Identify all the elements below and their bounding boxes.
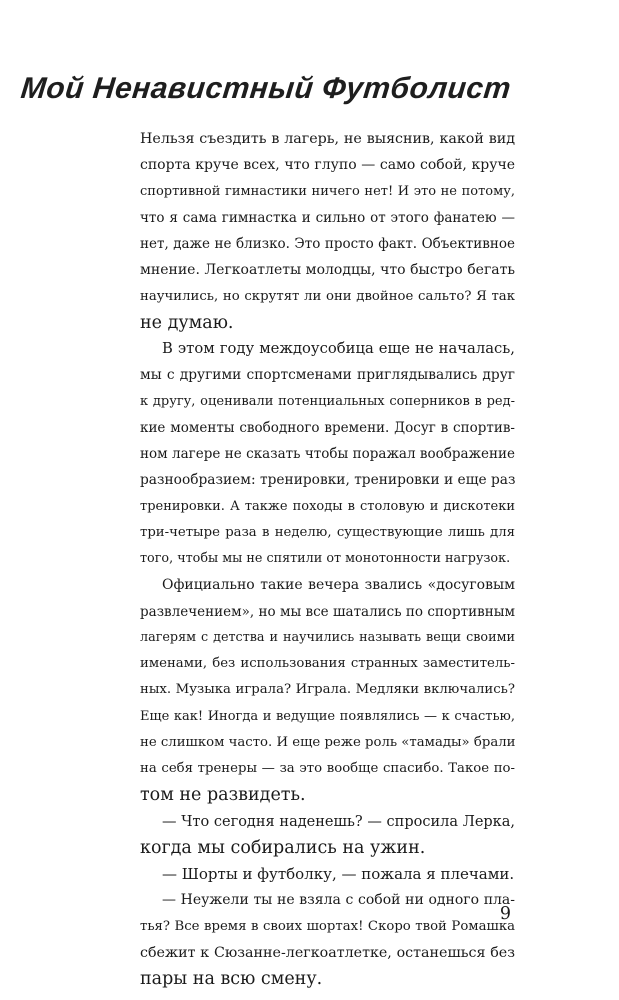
text-line: мнение. Легкоатлеты молодцы, что быстро бегать <box>140 262 515 279</box>
text-line: — Неужели ты не взяла с собой ни одного пла- <box>162 892 515 909</box>
text-line: к другу, оценивали потенциальных соперников в ред- <box>140 393 515 409</box>
text-line: ном лагере не сказать чтобы поражал воображение <box>140 446 515 462</box>
text-line: тья? Все время в своих шортах! Скоро твой Ромашка <box>140 918 515 934</box>
text-line: того, чтобы мы не спятили от монотонности нагрузок. <box>140 551 511 566</box>
text-line: не думаю. <box>140 312 234 333</box>
text-line: не слишком часто. И еще реже роль «тамады» брали <box>140 734 516 750</box>
text-line: именами, без использования странных заместитель- <box>140 656 515 671</box>
text-line: на себя тренеры — за это вообще спасибо. Такое по- <box>140 761 515 776</box>
text-line: спорта круче всех, что глупо — само собой, круче <box>140 157 515 174</box>
text-line: развлечением», но мы все шатались по спортивным <box>140 603 515 620</box>
text-line: Нельзя съездить в лагерь, не выяснив, какой вид <box>140 131 515 147</box>
text-line: три-четыре раза в неделю, существующие лишь для <box>140 524 515 540</box>
text-line: — Шорты и футболку, — пожала я плечами. <box>162 865 515 883</box>
text-line: спортивной гимнастики ничего нет! И это не потому, <box>140 183 515 199</box>
running-title: Мой Ненавистный Футболист <box>19 72 513 105</box>
text-line: кие моменты свободного времени. Досуг в спортив- <box>140 419 515 436</box>
text-line: В этом году междоусобица еще не началась, <box>162 340 515 357</box>
text-line: сбежит к Сюзанне-легкоатлетке, останешься без <box>140 944 515 961</box>
text-line: научились, но скрутят ли они двойное сальто? Я так <box>140 288 515 304</box>
text-line: пары на всю смену. <box>140 969 323 989</box>
text-line: тренировки. А также походы в столовую и дискотеки <box>140 498 515 514</box>
text-line: разнообразием: тренировки, тренировки и еще раз <box>140 472 516 489</box>
text-line: — Что сегодня наденешь? — спросила Лерка, <box>162 813 515 830</box>
text-line: Официально такие вечера звались «досуговым <box>162 577 515 594</box>
text-line: мы с другими спортсменами приглядывались друг <box>140 367 515 384</box>
text-line: что я сама гимнастка и сильно от этого фанатею — <box>140 209 515 226</box>
text-line: ных. Музыка играла? Играла. Медляки включались? <box>140 682 515 698</box>
text-line: нет, даже не близко. Это просто факт. Объективное <box>140 236 515 252</box>
body-text <box>140 126 515 992</box>
text-line: лагерям с детства и научились называть вещи своими <box>140 629 515 645</box>
page-number: 9 <box>499 904 511 924</box>
text-line: когда мы собирались на ужин. <box>140 837 426 858</box>
text-line: том не развидеть. <box>140 785 306 806</box>
text-line: Еще как! Иногда и ведущие появлялись — к счастью, <box>140 708 515 724</box>
